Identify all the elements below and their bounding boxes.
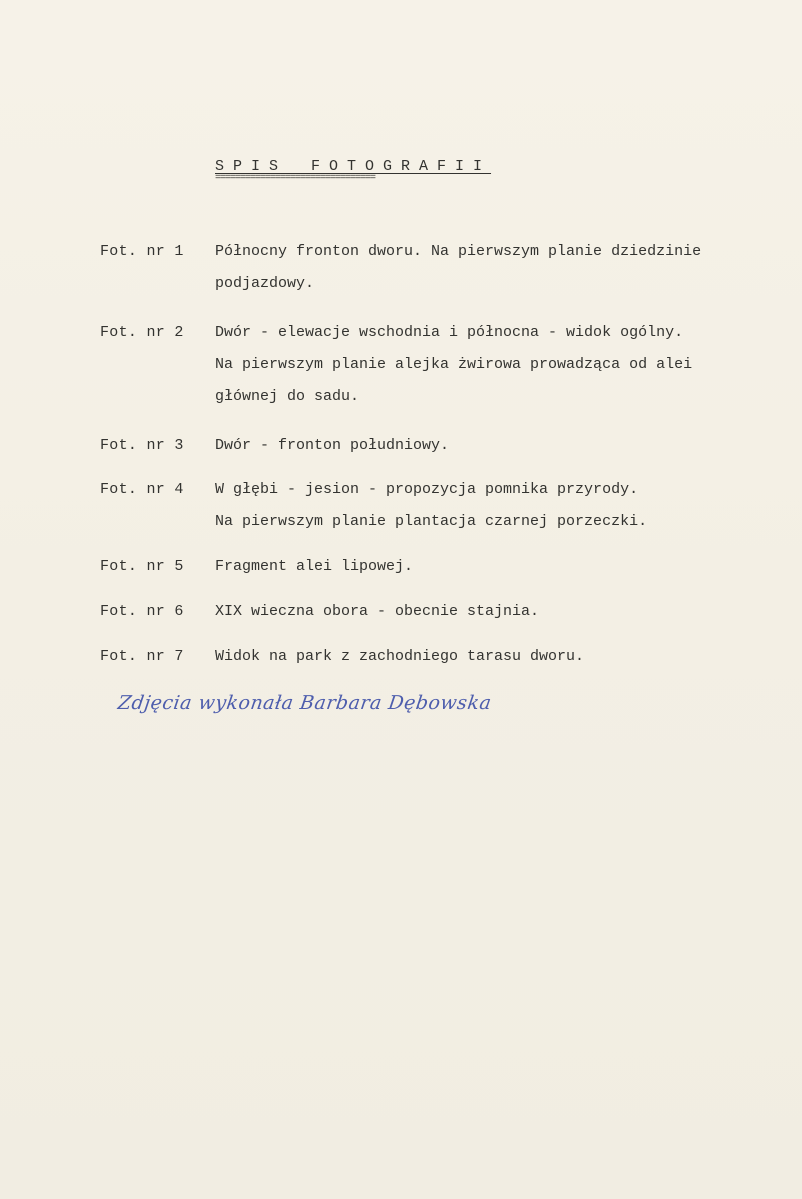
description-line: Północny fronton dworu. Na pierwszym planie dziedzinie bbox=[215, 243, 702, 260]
photo-description bbox=[215, 551, 790, 583]
description-line: Na pierwszym planie plantacja czarnej porzeczki. bbox=[215, 513, 648, 530]
photo-number-label: Fot. nr 4 bbox=[100, 481, 184, 498]
title-block bbox=[215, 158, 545, 184]
photo-description bbox=[215, 641, 790, 673]
photo-description bbox=[215, 596, 790, 628]
photo-number-label: Fot. nr 6 bbox=[100, 603, 184, 620]
photo-description bbox=[215, 236, 790, 300]
description-line: Fragment alei lipowej. bbox=[215, 558, 414, 575]
page-title: SPIS FOTOGRAFII bbox=[215, 158, 492, 175]
photo-number-label: Fot. nr 1 bbox=[100, 243, 184, 260]
description-line: głównej do sadu. bbox=[215, 388, 360, 405]
photo-description bbox=[215, 430, 790, 462]
photo-description bbox=[215, 474, 790, 538]
description-line: W głębi - jesion - propozycja pomnika przyrody. bbox=[215, 481, 639, 498]
description-line: Na pierwszym planie alejka żwirowa prowadząca od alei bbox=[215, 356, 693, 373]
title-double-rule: ================================ bbox=[215, 173, 376, 184]
photo-number-label: Fot. nr 3 bbox=[100, 437, 184, 454]
description-line: Dwór - elewacje wschodnia i północna - widok ogólny. bbox=[215, 324, 684, 341]
photo-description bbox=[215, 317, 790, 413]
description-line: podjazdowy. bbox=[215, 275, 315, 292]
description-line: XIX wieczna obora - obecnie stajnia. bbox=[215, 603, 540, 620]
photo-number-label: Fot. nr 5 bbox=[100, 558, 184, 575]
description-line: Widok na park z zachodniego tarasu dworu. bbox=[215, 648, 585, 665]
photo-number-label: Fot. nr 2 bbox=[100, 324, 184, 341]
photo-number-label: Fot. nr 7 bbox=[100, 648, 184, 665]
description-line: Dwór - fronton południowy. bbox=[215, 437, 450, 454]
handwritten-signature: Zdjęcia wykonała Barbara Dębowska bbox=[116, 692, 493, 714]
